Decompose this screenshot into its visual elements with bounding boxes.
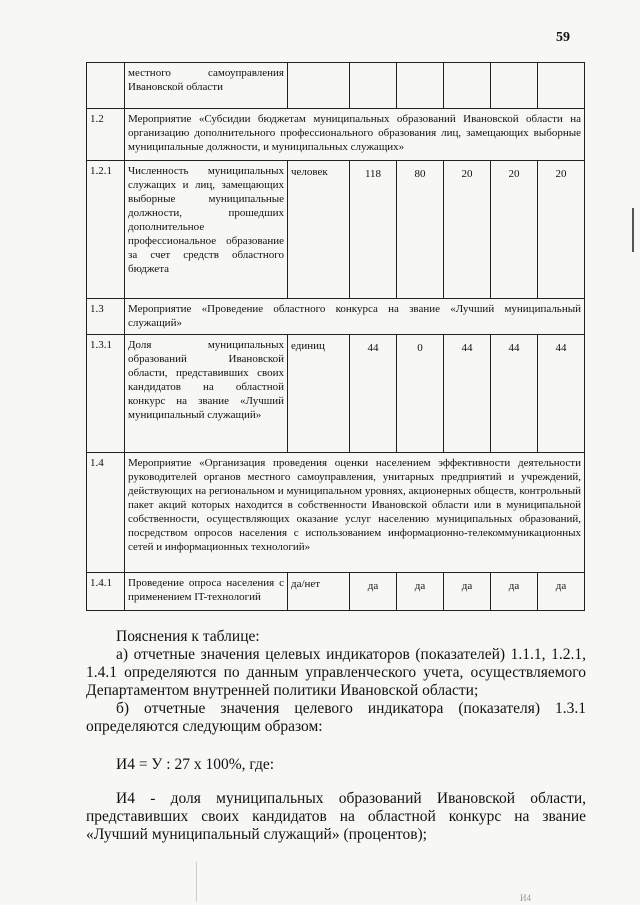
indicator-row: [87, 161, 585, 299]
note-item-b: б) отчетные значения целевого индикатора (показателя) 1.3.1 определяются следующим образом:: [86, 700, 586, 735]
indicator-value: 118: [350, 161, 397, 299]
indicator-value: 80: [397, 161, 444, 299]
row-number: 1.2.1: [87, 161, 125, 299]
indicator-value: [350, 63, 397, 109]
indicator-unit: [288, 63, 350, 109]
measure-row: [87, 109, 585, 161]
indicator-value: 20: [444, 161, 491, 299]
indicator-value: [397, 63, 444, 109]
measure-text: Мероприятие «Субсидии бюджетам муниципальных образований Ивановской области на организацию дополнительного профессионального образования лиц, замещающих выборные муниципальные должности, и муниципальных служащих»: [125, 109, 585, 161]
indicator-value: 0: [397, 335, 444, 453]
scan-edge-mark: [632, 208, 634, 252]
indicator-value: [538, 63, 585, 109]
indicator-value: 20: [538, 161, 585, 299]
measure-row: [87, 453, 585, 573]
measure-row: [87, 299, 585, 335]
scan-fold-line: [196, 862, 197, 902]
note-item-a: а) отчетные значения целевых индикаторов (показателей) 1.1.1, 1.2.1, 1.4.1 определяются по данным управленческого учета, осуществляемого Департаментом внутренней политики Ивановской области;: [86, 646, 586, 699]
bottom-cut-text: И4: [520, 893, 531, 903]
indicator-value: [444, 63, 491, 109]
indicator-description: Численность муниципальных служащих и лиц, замещающих выборные муниципальные должности, прошедших дополнительное профессиональное образование за счет средств областного бюджета: [125, 161, 288, 299]
notes-heading: Пояснения к таблице:: [116, 628, 260, 645]
indicator-value: да: [444, 573, 491, 611]
indicator-value: да: [350, 573, 397, 611]
measure-text: Мероприятие «Организация проведения оценки населением эффективности деятельности руководителей органов местного самоуправления, унитарных предприятий и учреждений, действующих на региональном и муниципальном уровнях, акционерных обществ, контрольный пакет акций которых находится в собственности Ивановской области или в муниципальной собственности, осуществляющих оказание услуг населению муниципальных образований, посредством опросов населения с использованием информационно-телекоммуникационных сетей и информационных технологий»: [125, 453, 585, 573]
formula: И4 = У : 27 х 100%, где:: [116, 756, 275, 773]
indicator-unit: да/нет: [288, 573, 350, 611]
indicator-value: да: [491, 573, 538, 611]
row-number: 1.3.1: [87, 335, 125, 453]
indicator-unit: человек: [288, 161, 350, 299]
indicator-value: 44: [491, 335, 538, 453]
indicator-value: да: [538, 573, 585, 611]
indicator-value: 44: [538, 335, 585, 453]
indicators-table: [86, 62, 585, 611]
table-notes: [86, 628, 586, 844]
indicator-value: [491, 63, 538, 109]
row-number: [87, 63, 125, 109]
indicator-unit: единиц: [288, 335, 350, 453]
row-number: 1.2: [87, 109, 125, 161]
indicator-value: да: [397, 573, 444, 611]
formula-definition: И4 - доля муниципальных образований Ивановской области, представивших своих кандидатов на областной конкурс на звание «Лучший муниципальный служащий» (процентов);: [86, 790, 586, 843]
row-number: 1.4: [87, 453, 125, 573]
indicator-value: 44: [350, 335, 397, 453]
measure-text: Мероприятие «Проведение областного конкурса на звание «Лучший муниципальный служащий»: [125, 299, 585, 335]
indicator-value: 20: [491, 161, 538, 299]
row-number: 1.3: [87, 299, 125, 335]
indicator-value: 44: [444, 335, 491, 453]
indicator-row: [87, 335, 585, 453]
page-number: 59: [556, 30, 570, 45]
indicator-description: Проведение опроса населения с применением IT-технологий: [125, 573, 288, 611]
indicator-description: Доля муниципальных образований Ивановской области, представивших своих кандидатов на областной конкурс на звание «Лучший муниципальный служащий»: [125, 335, 288, 453]
indicator-row: [87, 63, 585, 109]
indicator-row: [87, 573, 585, 611]
row-number: 1.4.1: [87, 573, 125, 611]
indicator-description: местного самоуправления Ивановской области: [125, 63, 288, 109]
